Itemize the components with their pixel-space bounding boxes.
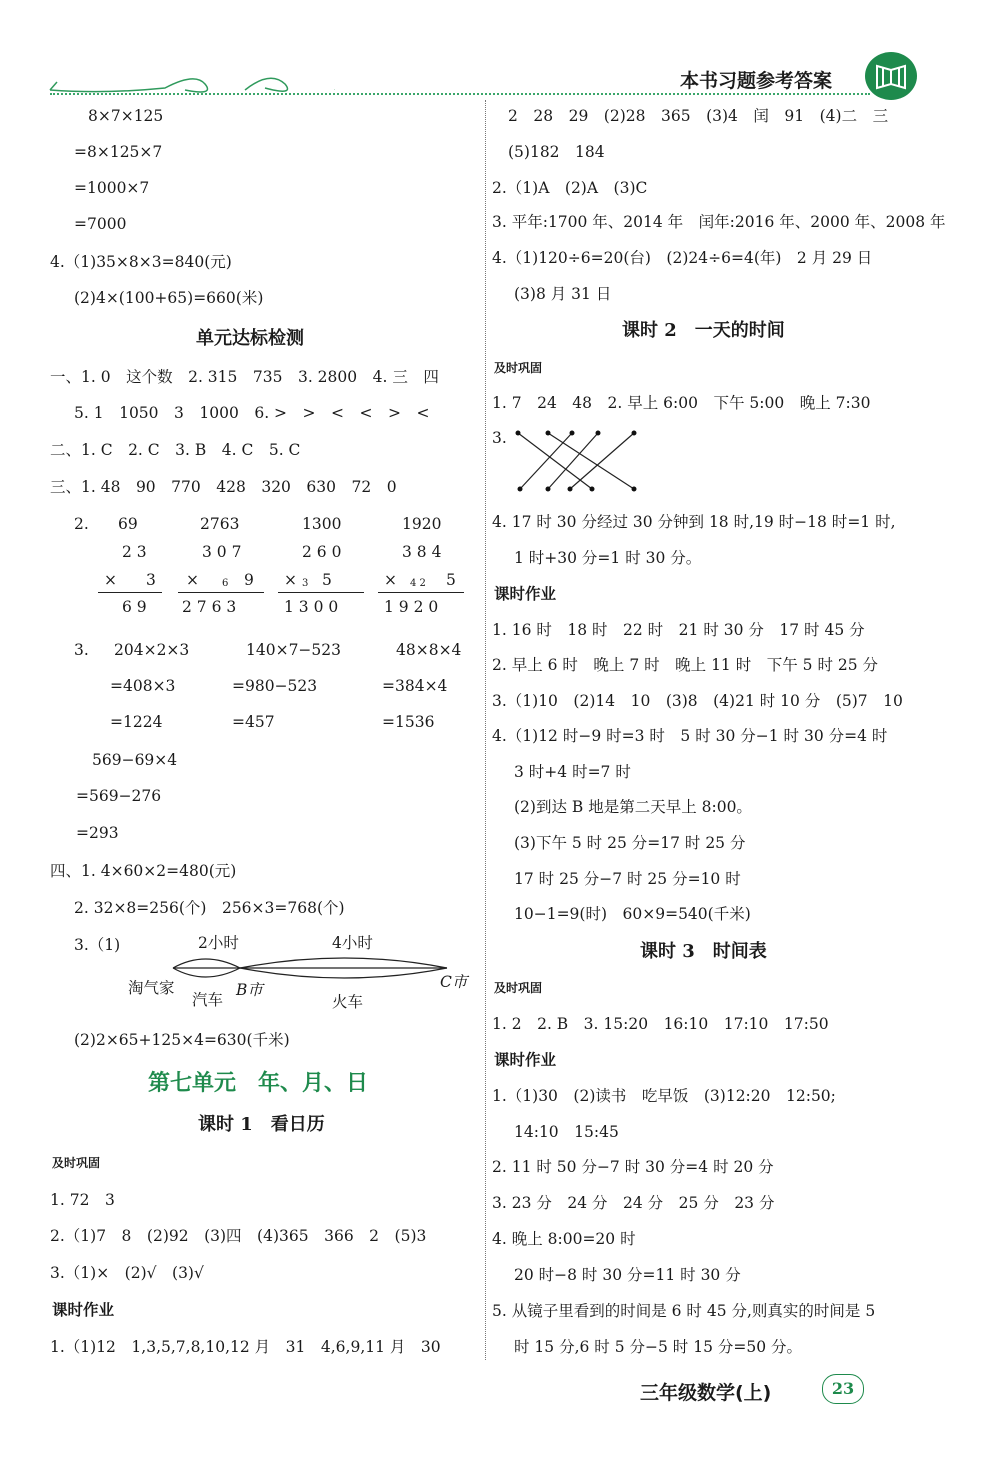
footer-book-title: 三年级数学(上) [640, 1382, 772, 1404]
q3-c4-line-3: =293 [76, 824, 119, 842]
q3-c2-line-1: 140×7−523 [246, 641, 342, 659]
left-line-13: (2)2×65+125×4=630(千米) [74, 1031, 290, 1049]
book-logo-icon [865, 52, 917, 100]
calc-carry: 3 [302, 578, 309, 589]
right-line-25: 4. 晚上 8:00=20 时 [492, 1230, 636, 1248]
calc-multiplier: 5 [446, 571, 456, 589]
left-line-8: 5. 1 1050 3 1000 6. > > < < > < [74, 404, 430, 422]
subheading-consolidate-3: 及时巩固 [494, 981, 543, 995]
calc-times: × [284, 571, 297, 589]
left-line-7: 一、1. 0 这个数 2. 315 735 3. 2800 4. 三 四 [50, 368, 439, 386]
calc-label: 2. [74, 515, 89, 533]
left-line-10: 三、1. 48 90 770 428 320 630 72 0 [50, 478, 397, 496]
calc-product: 1 3 0 0 [284, 598, 339, 616]
calc-rule [278, 592, 364, 593]
calc-multiplicand: 3 8 4 [402, 543, 442, 561]
right-line-7: 1. 7 24 48 2. 早上 6:00 下午 5:00 晚上 7:30 [492, 394, 871, 412]
left-line-4: =7000 [74, 215, 127, 233]
calc-times: × [104, 571, 117, 589]
right-line-16: (2)到达 B 地是第二天早上 8:00。 [514, 798, 752, 816]
right-line-20: 1. 2 2. B 3. 15:20 16:10 17:10 17:50 [492, 1015, 829, 1033]
calc-multiplier: 5 [322, 571, 332, 589]
calc-multiplier: 3 [146, 571, 156, 589]
q3-c3-line-3: =1536 [382, 713, 435, 731]
calc-times: × [384, 571, 397, 589]
right-line-11: 1. 16 时 18 时 22 时 21 时 30 分 17 时 45 分 [492, 621, 865, 639]
diagram-time-1: 2小时 [198, 934, 239, 952]
left-line-15: 2.（1)7 8 (2)92 (3)四 (4)365 366 2 (5)3 [50, 1227, 427, 1245]
diagram-label: 3.（1) [74, 936, 121, 954]
left-line-5: 4.（1)35×8×3=840(元) [50, 253, 232, 271]
left-line-11: 四、1. 4×60×2=480(元) [50, 862, 237, 880]
subheading-consolidate-2: 及时巩固 [494, 361, 543, 375]
left-line-6: (2)4×(100+65)=660(米) [74, 289, 264, 307]
q3-c1-line-3: =1224 [110, 713, 163, 731]
diagram-place-c: C市 [440, 973, 468, 991]
subheading-consolidate-1: 及时巩固 [52, 1156, 101, 1170]
right-line-23: 2. 11 时 50 分−7 时 30 分=4 时 20 分 [492, 1158, 774, 1176]
subheading-homework-1: 课时作业 [52, 1300, 115, 1319]
right-line-22: 14:10 15:45 [514, 1123, 619, 1141]
diagram-time-2: 4小时 [332, 934, 373, 952]
diagram-mode-car: 汽车 [192, 991, 224, 1009]
calc-carry: 4 2 [410, 578, 426, 589]
right-line-2: (5)182 184 [508, 143, 605, 161]
right-line-24: 3. 23 分 24 分 24 分 25 分 23 分 [492, 1194, 775, 1212]
left-line-17: 1.（1)12 1,3,5,7,8,10,12 月 31 4,6,9,11 月 30 [50, 1338, 441, 1356]
right-line-8: 3. [492, 429, 507, 447]
matching-lines-diagram [510, 425, 650, 497]
right-line-10: 1 时+30 分=1 时 30 分。 [514, 549, 702, 567]
right-line-6: (3)8 月 31 日 [514, 285, 612, 303]
calc-times: × [186, 571, 199, 589]
right-line-15: 3 时+4 时=7 时 [514, 763, 631, 781]
left-line-3: =1000×7 [74, 179, 150, 197]
calc-result-top: 1300 [302, 515, 342, 533]
right-line-27: 5. 从镜子里看到的时间是 6 时 45 分,则真实的时间是 5 [492, 1302, 876, 1320]
lesson-1-title: 课时 1 看日历 [198, 1114, 325, 1135]
calc-rule [178, 592, 264, 593]
subheading-homework-3: 课时作业 [494, 1050, 557, 1069]
lesson-3-title: 课时 3 时间表 [640, 941, 767, 962]
right-line-14: 4.（1)12 时−9 时=3 时 5 时 30 分−1 时 30 分=4 时 [492, 727, 888, 745]
diagram-place-home: 淘气家 [128, 979, 175, 997]
right-line-18: 17 时 25 分−7 时 25 分=10 时 [514, 870, 741, 888]
q3-c3-line-1: 48×8×4 [396, 641, 462, 659]
calc-product: 2 7 6 3 [182, 598, 237, 616]
q3-c4-line-2: =569−276 [76, 787, 162, 805]
left-line-12: 2. 32×8=256(个) 256×3=768(个) [74, 899, 345, 917]
left-line-16: 3.（1)× (2)√ (3)√ [50, 1264, 204, 1282]
right-line-21: 1.（1)30 (2)读书 吃早饭 (3)12:20 12:50; [492, 1087, 836, 1105]
calc-rule [98, 592, 162, 593]
q3-c1-line-1: 204×2×3 [114, 641, 190, 659]
calc-result-top: 69 [118, 515, 138, 533]
right-line-19: 10−1=9(时) 60×9=540(千米) [514, 905, 751, 923]
q3-c2-line-2: =980−523 [232, 677, 318, 695]
right-line-5: 4.（1)120÷6=20(台) (2)24÷6=4(年) 2 月 29 日 [492, 249, 873, 267]
lesson-2-title: 课时 2 一天的时间 [622, 320, 785, 341]
right-line-1: 2 28 29 (2)28 365 (3)4 闰 91 (4)二 三 [508, 107, 889, 125]
right-line-9: 4. 17 时 30 分经过 30 分钟到 18 时,19 时−18 时=1 时, [492, 513, 896, 531]
unit-title: 第七单元 年、月、日 [148, 1070, 369, 1096]
calc-multiplicand: 3 0 7 [202, 543, 242, 561]
header-title: 本书习题参考答案 [680, 70, 833, 92]
calc-result-top: 1920 [402, 515, 442, 533]
header-dotted-line [50, 93, 870, 95]
section-title-unit-test: 单元达标检测 [196, 328, 304, 349]
q3-label: 3. [74, 641, 89, 659]
q3-c3-line-2: =384×4 [382, 677, 448, 695]
right-line-17: (3)下午 5 时 25 分=17 时 25 分 [514, 834, 746, 852]
left-line-9: 二、1. C 2. C 3. B 4. C 5. C [50, 441, 301, 459]
diagram-mode-train: 火车 [332, 993, 364, 1011]
left-line-1: 8×7×125 [88, 107, 164, 125]
left-line-14: 1. 72 3 [50, 1191, 115, 1209]
right-line-28: 时 15 分,6 时 5 分−5 时 15 分=50 分。 [514, 1338, 802, 1356]
column-divider [485, 100, 486, 1360]
calc-rule [378, 592, 464, 593]
diagram-place-b: B市 [236, 981, 263, 999]
page-number-badge [822, 1374, 864, 1404]
calc-multiplicand: 2 3 [122, 543, 147, 561]
calc-product: 1 9 2 0 [384, 598, 439, 616]
calc-carry: 6 [222, 578, 229, 589]
calc-multiplicand: 2 6 0 [302, 543, 342, 561]
left-line-2: =8×125×7 [74, 143, 163, 161]
q3-c4-line-1: 569−69×4 [92, 751, 178, 769]
q3-c2-line-3: =457 [232, 713, 275, 731]
subheading-homework-2: 课时作业 [494, 584, 557, 603]
calc-result-top: 2763 [200, 515, 240, 533]
right-line-26: 20 时−8 时 30 分=11 时 30 分 [514, 1266, 741, 1284]
right-line-12: 2. 早上 6 时 晚上 7 时 晚上 11 时 下午 5 时 25 分 [492, 656, 879, 674]
right-line-13: 3.（1)10 (2)14 10 (3)8 (4)21 时 10 分 (5)7 10 [492, 692, 903, 710]
right-line-3: 2.（1)A (2)A (3)C [492, 179, 648, 197]
calc-product: 6 9 [122, 598, 147, 616]
right-line-4: 3. 平年:1700 年、2014 年 闰年:2016 年、2000 年、2008 年 [492, 213, 946, 231]
calc-multiplier: 9 [244, 571, 254, 589]
q3-c1-line-2: =408×3 [110, 677, 176, 695]
page-number: 23 [831, 1379, 855, 1398]
